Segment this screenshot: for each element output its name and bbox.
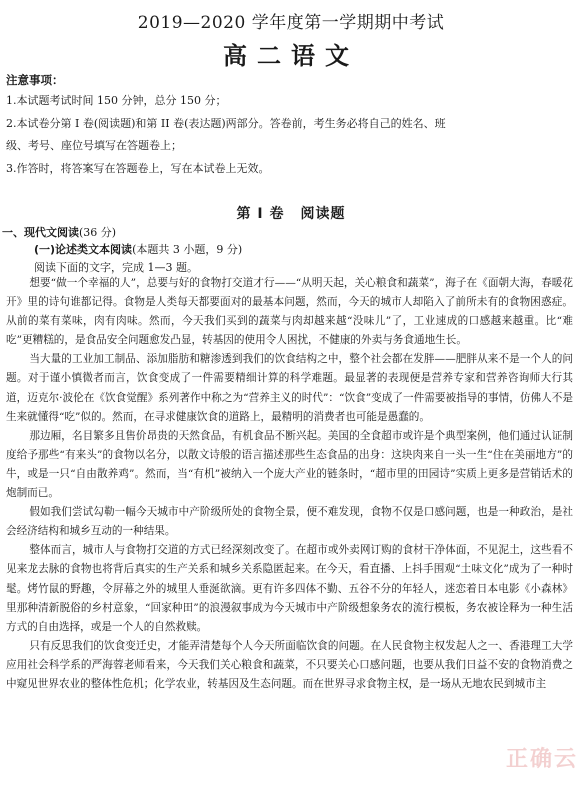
section-name: 阅读题 <box>300 206 346 222</box>
exam-title: 2019—2020 学年度第一学期期中考试 <box>137 13 445 33</box>
part-title: 一、现代文阅读 <box>2 226 79 239</box>
subpart-note: (本题共 3 小题，9 分) <box>132 243 243 256</box>
passage-paragraph-5: 整体而言，城市人与食物打交道的方式已经深刻改变了。在超市或外卖网订购的食材干净体面，不见泥土，这些看不见来龙去脉的食物也将背后真实的生产关系和城乡关系隐匿起来。在今天，看直播、上抖手围观“土味文化”成为了一种时髦。烤竹鼠的野趣，令屏幕之外的城里人垂涎欲滴。更有许多四体不勤、五谷不分的年轻人，迷恋着日本电影《小森林》里那种清新脱俗的乡村意象，“回家种田”的浪漫叙事成为今天城市中产阶级想象务农的流行模板，务农被诠释为一种生活方式的自由选择，或是一个人的自然救赎。 <box>6 544 573 633</box>
reading-instruction: 阅读下面的文字，完成 1—3 题。 <box>34 261 198 274</box>
watermark: 正确云 <box>505 747 578 772</box>
subpart-title: (一)论述类文本阅读 <box>34 243 133 256</box>
subpart-heading <box>34 241 242 257</box>
section-heading <box>0 203 582 223</box>
notice-item-1: 1.本试题考试时间 150 分钟，总分 150 分； <box>6 94 227 107</box>
part-heading <box>2 224 116 240</box>
passage-paragraph-3: 那边厢，名目繁多且售价昂贵的天然食品，有机食品不断兴起。美国的全食超市或许是个典型案例，他们通过认证制度给予那些“有来头”的食物以名分，以散文诗般的语言描述那些生态食品的出身：这块肉来自一头一生“住在美丽地方”的牛，或是一只“自由散养鸡”。然而，当“有机”被纳入一个庞大产业的链条时，“超市里的田园诗”实质上更多是营销话术的炮制而已。 <box>6 429 573 500</box>
passage-paragraph-2: 当大量的工业加工制品、添加脂肪和糖渗透到我们的饮食结构之中，整个社会都在发胖——肥胖从来不是一个人的问题。对于谨小慎微者而言，饮食变成了一件需要精细计算的科学难题。最显著的表现便是营养专家和营养咨询师大行其道，迈克尔·波伦在《饮食觉醒》系列著作中称之为“营养主义的时代”：“饮食”变成了一件需要被指导的事情，仿佛人不是生来就懂得“吃”似的。然而，在寻求健康饮食的道路上，最精明的消费者也可能是愚蠢的。 <box>6 353 573 423</box>
passage-paragraph-1: 想要“做一个幸福的人”，总要与好的食物打交道才行——“从明天起，关心粮食和蔬菜”，海子在《面朝大海，春暖花开》里的诗句谁都记得。食物是人类每天都要面对的最基本问题，然而，今天的城市人却陷入了前所未有的食物困惑症。从前的菜有菜味，肉有肉味。然而，今天我们买到的蔬菜与肉却越来越“没味儿”了，工业速成的口感越来越重。比“难吃”更糟糕的，是食品安全问题愈发凸显，转基因的使用令人困扰，不健康的外卖与务食通地生长。 <box>6 277 573 347</box>
part-score: (36 分) <box>79 226 117 239</box>
passage-paragraph-6: 只有反思我们的饮食变迁史，才能弄清楚每个人今天所面临饮食的问题。在人民食物主权发起人之一、香港理工大学应用社会科学系的严海蓉老师看来，今天我们关心粮食和蔬菜，不只要关心口感问题，也要从我们日益不安的食物消费之中窥见世界农业的整体性危机；化学农业，转基因及生态问题。而在世界寻求食物主权，是一场从无地农民到城市主 <box>6 639 573 690</box>
reading-passage <box>6 274 573 694</box>
notice-item-2-cont: 级、考号、座位号填写在答题卷上； <box>6 139 182 152</box>
notice-item-2: 2.本试卷分第 I 卷(阅读题)和第 II 卷(表达题)两部分。答卷前，考生务必将自己的姓名、班 <box>6 117 446 130</box>
notice-heading: 注意事项： <box>6 73 64 87</box>
section-volume: 第 I 卷 <box>236 206 285 222</box>
passage-paragraph-4: 假如我们尝试勾勒一幅今天城市中产阶级所处的食物全景，便不难发现，食物不仅是口感问题，也是一种政治，是社会经济结构和城乡互动的一种结果。 <box>6 506 573 538</box>
subject-title: 高二语文 <box>223 41 359 70</box>
notice-item-3: 3.作答时，将答案写在答题卷上，写在本试卷上无效。 <box>6 162 270 175</box>
